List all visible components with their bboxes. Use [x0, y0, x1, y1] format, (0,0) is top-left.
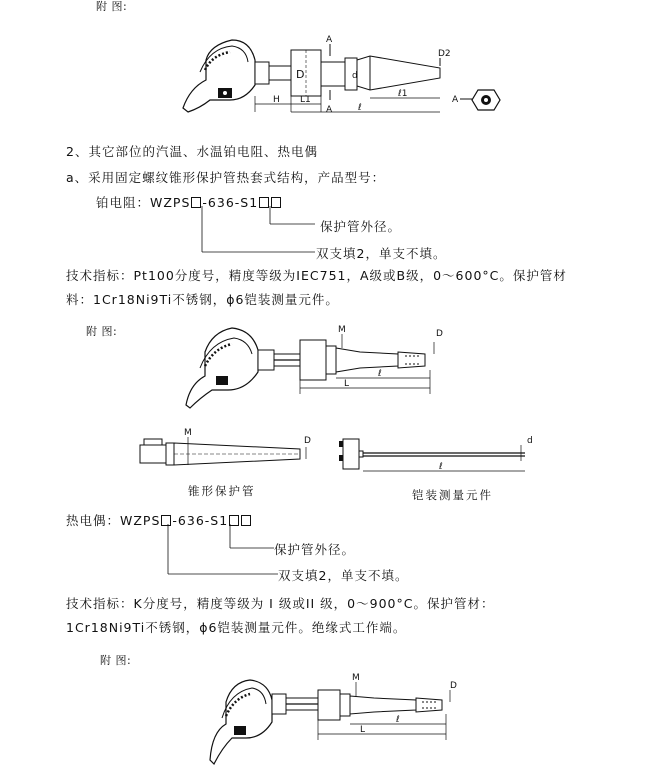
caption-armored-element: 铠装测量元件 — [412, 488, 493, 502]
dim-D: D — [296, 68, 305, 81]
rtd-spec-line1: 技术指标：Pt100分度号，精度等级为IEC751，A级或B级，0～600°C。保护管材 — [66, 268, 567, 283]
fig2-dim-M: M — [338, 325, 346, 335]
rtd-note-dual: 双支填2，单支不填。 — [316, 246, 447, 261]
figure-4-sensor-drawing — [0, 668, 653, 768]
tc-note-diameter: 保护管外径。 — [274, 542, 356, 557]
rtd-spec-line2: 料：1Cr18Ni9Ti不锈钢，ϕ6铠装测量元件。 — [66, 292, 339, 307]
dim-d: d — [352, 71, 358, 81]
figure-2-sensor-drawing — [0, 310, 653, 410]
fig2-dim-L: L — [344, 379, 350, 389]
tc-model-suffix: -636-S1 — [172, 513, 229, 528]
fig3-dim-d: d — [527, 436, 533, 446]
tc-note-dual: 双支填2，单支不填。 — [278, 568, 409, 583]
dim-D2: D2 — [438, 49, 451, 59]
fig-label-3: 附 图: — [100, 654, 132, 667]
fig3-dim-M: M — [184, 428, 192, 438]
rtd-model-suffix: -636-S1 — [202, 195, 259, 210]
fig3-dim-D: D — [304, 436, 311, 446]
dim-H: H — [273, 95, 280, 105]
dim-ell: ℓ — [358, 103, 362, 113]
fig4-dim-D: D — [450, 681, 457, 691]
fig3-dim-ell: ℓ — [439, 462, 443, 472]
dim-ell1: ℓ1 — [398, 89, 408, 99]
fig4-dim-M: M — [352, 673, 360, 683]
figure-3-cone-tube — [130, 425, 350, 485]
figure-3-armored-element — [335, 425, 545, 485]
fig4-dim-ell: ℓ — [396, 715, 400, 725]
rtd-leader-lines — [0, 0, 653, 80]
section-a-title: a、采用固定螺纹锥形保护管热套式结构，产品型号： — [66, 170, 386, 185]
caption-cone-tube: 锥形保护管 — [188, 484, 256, 498]
tc-model-prefix: 热电偶：WZPS — [66, 513, 161, 528]
section-2-title: 2、其它部位的汽温、水温铂电阻、热电偶 — [66, 144, 318, 159]
tc-spec-line2: 1Cr18Ni9Ti不锈钢，ϕ6铠装测量元件。绝缘式工作端。 — [66, 620, 407, 635]
fig2-dim-D: D — [436, 329, 443, 339]
tc-spec-line1: 技术指标：K分度号，精度等级为 I 级或II 级，0～900°C。保护管材： — [66, 596, 495, 611]
fig4-dim-L: L — [360, 725, 366, 735]
dim-A-top: A — [326, 35, 333, 45]
dim-A-bottom: A — [326, 105, 333, 115]
rtd-note-diameter: 保护管外径。 — [320, 219, 402, 234]
section-A-left: A — [452, 95, 459, 105]
dim-L1: L1 — [300, 95, 311, 105]
fig-label-1: 附 图: — [96, 0, 128, 13]
fig2-dim-ell: ℓ — [378, 369, 382, 379]
fig-label-2: 附 图: — [86, 325, 118, 338]
rtd-model-prefix: 铂电阻：WZPS — [96, 195, 191, 210]
